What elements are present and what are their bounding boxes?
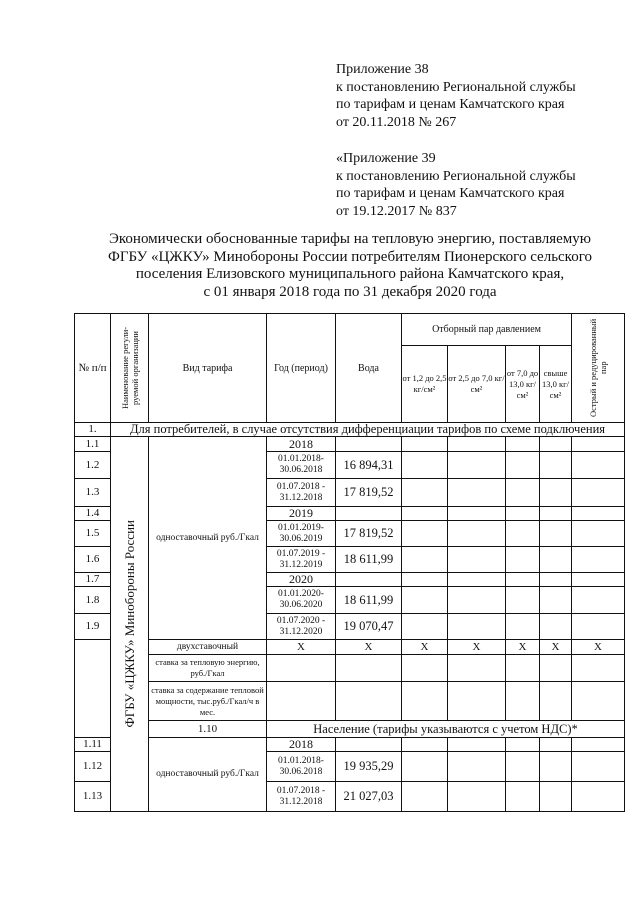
header-tariff-type: Вид тарифа [149,314,267,423]
header-p3: от 7,0 до 13,0 кг/см² [506,346,540,423]
one-rate-label-population: одноставочный руб./Гкал [149,738,267,812]
title-line1: Экономически обоснованные тарифы на тепловую энергию, поставляемую [108,231,591,247]
header-org: Наименование регули-руемой организации [119,326,140,410]
header-org-cell [111,314,149,423]
title-line3: поселения Елизовского муниципального района Камчатского края, [135,266,565,282]
header-sharp-cell [572,314,625,423]
header-steam: Отборный пар давлением [402,314,572,346]
water-value: 18 611,99 [336,587,402,614]
header-p4: свыше 13,0 кг/см² [540,346,572,423]
appendix-current-line2: к постановлению Региональной службы [336,79,576,95]
x-mark: X [267,640,336,655]
header-p2: от 2,5 до 7,0 кг/см² [448,346,506,423]
appendix-prev-block [336,150,576,220]
period-cell: 01.01.2019-30.06.2019 [267,521,336,547]
title-line2: ФГБУ «ЦЖКУ» Минобороны России потребителям Пионерского сельского [108,248,592,265]
header-sharp: Острый и редуцированный пар [588,318,609,418]
water-value: 17 819,52 [336,479,402,507]
period-cell: 01.01.2018-30.06.2018 [267,452,336,479]
org-name-cell [111,437,149,812]
heat-rate-label: ставка за тепловую энергию, руб./Гкал [149,655,267,682]
row-num: 1.8 [75,587,111,614]
title-line4: с 01 января 2018 года по 31 декабря 2020 года [203,283,497,300]
header-num: № п/п [75,314,111,423]
x-mark: X [572,640,625,655]
period-cell: 01.07.2019 - 31.12.2019 [267,547,336,573]
period-cell: 01.07.2018 - 31.12.2018 [267,782,336,812]
row-num: 1.12 [75,752,111,782]
row-num-1-10: 1.10 [149,721,267,738]
x-mark: X [506,640,540,655]
appendix-current-line3: по тарифам и ценам Камчатского края [336,97,565,112]
water-value: 18 611,99 [336,547,402,573]
period-cell: 01.01.2020-30.06.2020 [267,587,336,614]
row-num: 1.4 [75,507,111,521]
water-value: 17 819,52 [336,521,402,547]
row-num: 1.5 [75,521,111,547]
row-num: 1.9 [75,614,111,640]
org-name: ФГБУ «ЦЖКУ» Минобороны России [122,520,137,728]
two-rate-label: двухставочный [149,640,267,655]
water-value: 16 894,31 [336,452,402,479]
capacity-rate-label: ставка за содержание тепловой мощности, тыс.руб./Гкал/ч в мес. [149,682,267,721]
header-p1: от 1,2 до 2,5 кг/см² [402,346,448,423]
appendix-current-line4: от 20.11.2018 № 267 [336,114,457,130]
row-num: 1.6 [75,547,111,573]
water-value: 19 935,29 [336,752,402,782]
period-cell: 01.07.2018 - 31.12.2018 [267,479,336,507]
period-cell: 01.07.2020 - 31.12.2020 [267,614,336,640]
row-num: 1.11 [75,738,111,752]
x-mark: X [336,640,402,655]
x-mark: X [448,640,506,655]
section1-text: Для потребителей, в случае отсутствия дифференциации тарифов по схеме подключения [111,423,625,437]
document-title [60,231,640,301]
period-cell: 01.01.2018-30.06.2018 [267,752,336,782]
row-num: 1.2 [75,452,111,479]
appendix-current-block [336,61,576,131]
year-cell: 2020 [267,573,336,587]
year-cell: 2019 [267,507,336,521]
x-mark: X [402,640,448,655]
water-value: 19 070,47 [336,614,402,640]
water-value: 21 027,03 [336,782,402,812]
header-year: Год (период) [267,314,336,423]
appendix-prev-line2: к постановлению Региональной службы [336,168,576,184]
one-rate-label: одноставочный руб./Гкал [149,437,267,640]
x-mark: X [540,640,572,655]
tariff-table [74,313,625,812]
population-section-text: Население (тарифы указываются с учетом НДС)* [267,721,625,738]
year-cell: 2018 [267,437,336,452]
year-cell: 2018 [267,738,336,752]
appendix-prev-line4: от 19.12.2017 № 837 [336,203,457,219]
section1-num: 1. [75,423,111,437]
row-num: 1.3 [75,479,111,507]
header-water: Вода [336,314,402,423]
appendix-prev-line1: «Приложение 39 [336,151,436,166]
appendix-prev-line3: по тарифам и ценам Камчатского края [336,186,565,201]
row-num: 1.1 [75,437,111,452]
row-num: 1.13 [75,782,111,812]
appendix-current-line1: Приложение 38 [336,62,429,77]
row-num: 1.7 [75,573,111,587]
